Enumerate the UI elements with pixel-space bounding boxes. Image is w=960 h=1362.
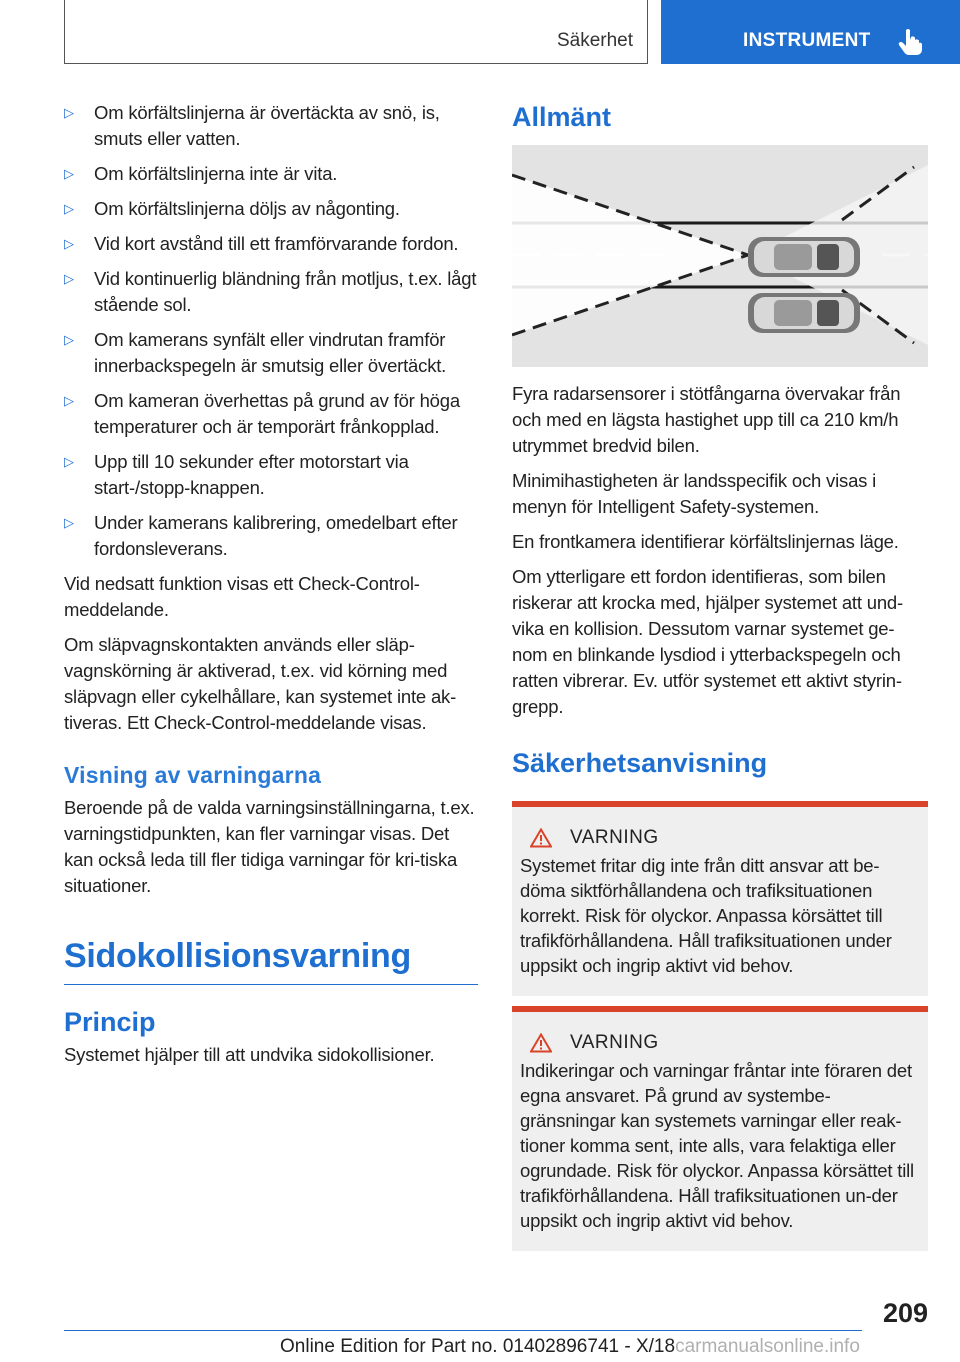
edition-text: Online Edition for Part no. 01402896741 - X/18 — [280, 1336, 676, 1357]
paragraph: Systemet hjälper till att undvika sidokollisioner. — [64, 1044, 435, 1065]
side-collision-illustration — [512, 145, 928, 367]
list-item: ▷ Vid kort avstånd till ett framförvarande fordon. — [64, 233, 459, 254]
bullet-triangle-icon: ▷ — [64, 236, 74, 251]
page-number: 209 — [882, 1298, 928, 1328]
watermark-text[interactable]: carmanualsonline.info — [675, 1336, 860, 1357]
footer-divider — [64, 1330, 862, 1331]
warning-triangle-icon — [530, 1033, 552, 1053]
paragraph: Minimihastigheten är landsspecifik och visas i menyn för Intelligent Safety-systemen. — [512, 470, 877, 517]
paragraph: En frontkamera identifierar körfältslinjernas läge. — [512, 531, 899, 552]
chapter-label: INSTRUMENT — [743, 30, 871, 51]
car-icon — [748, 237, 860, 277]
warning-box — [512, 1006, 928, 1251]
bullet-triangle-icon: ▷ — [64, 201, 74, 216]
right-column — [512, 100, 928, 1251]
bullet-triangle-icon: ▷ — [64, 393, 74, 408]
bullet-triangle-icon: ▷ — [64, 332, 74, 347]
principle-heading: Princip — [64, 1007, 156, 1037]
hand-pointer-icon — [897, 28, 923, 56]
safety-heading: Säkerhetsanvisning — [512, 748, 768, 778]
list-item: ▷ Om kameran överhettas på grund av för höga temperaturer och är temporärt frånkopplad. — [64, 390, 460, 437]
bullet-triangle-icon: ▷ — [64, 454, 74, 469]
paragraph: Vid nedsatt funktion visas ett Check-Control-meddelande. — [64, 573, 420, 620]
section-label: Säkerhet — [556, 30, 633, 51]
warning-text: Systemet fritar dig inte från ditt ansvar att be-döma siktförhållandena och trafiksituationen korrekt. Risk för olyckor. Anpassa körsättet till trafikförhållandena. Håll trafiksituationen under uppsikt och ingrip aktivt vid behov. — [520, 855, 892, 976]
list-item: ▷ Vid kontinuerlig bländning från motljus, t.ex. lågt stående sol. — [64, 268, 477, 315]
warning-triangle-icon — [530, 828, 552, 848]
warning-header — [520, 1032, 920, 1054]
bullet-triangle-icon: ▷ — [64, 166, 74, 181]
general-heading: Allmänt — [512, 102, 612, 132]
paragraph: Om släpvagnskontakten används eller släp-vagnskörning är aktiverad, t.ex. vid körning med släpvagn eller cykelhållare, kan systemet inte ak-tiveras. Ett Check-Control-meddelande visas. — [64, 634, 457, 733]
warning-text: Indikeringar och varningar fråntar inte föraren det egna ansvaret. På grund av systembe-gränsningar kan systemets varningar eller reak-tioner komma sent, inte alls, vara felaktiga eller ogrundade. Risk för olyckor. Anpassa körsättet till trafikförhållandena. Håll trafiksituationen un-der uppsikt och ingrip aktivt vid behov. — [520, 1060, 914, 1231]
paragraph: Beroende på de valda varningsinställningarna, t.ex. varningstidpunkten, kan fler varningar visas. Det kan också leda till fler tidiga varningar för kri-tiska situationer. — [64, 797, 475, 896]
list-item: ▷ Upp till 10 sekunder efter motorstart via start-/stopp-knappen. — [64, 451, 409, 498]
paragraph: Fyra radarsensorer i stötfångarna övervakar från och med en lägsta hastighet upp till ca 210 km/h utrymmet bredvid bilen. — [512, 383, 901, 456]
header-chapter-tab — [661, 0, 960, 64]
subheading-warnings: Visning av varningarna — [64, 762, 322, 788]
car-icon — [748, 293, 860, 333]
warning-header — [520, 827, 920, 849]
warning-label: VARNING — [570, 827, 659, 848]
list-item: ▷ Om körfältslinjerna inte är vita. — [64, 163, 338, 184]
bullet-triangle-icon: ▷ — [64, 105, 74, 120]
list-item: ▷ Om kamerans synfält eller vindrutan framför innerbackspegeln är smutsig eller övertäckt. — [64, 329, 447, 376]
bullet-triangle-icon: ▷ — [64, 271, 74, 286]
list-item: ▷ Om körfältslinjerna döljs av någonting. — [64, 198, 400, 219]
list-item: ▷ Om körfältslinjerna är övertäckta av snö, is, smuts eller vatten. — [64, 102, 440, 149]
bullet-triangle-icon: ▷ — [64, 515, 74, 530]
left-column — [64, 100, 478, 1077]
warning-box — [512, 801, 928, 996]
paragraph: Om ytterligare ett fordon identifieras, som bilen riskerar att krocka med, hjälper systemet att und-vika en kollision. Dessutom varnar systemet ge-nom en blinkande lysdiod i ytterbackspegeln och ratten vibrerar. Ev. utför systemet ett aktivt styrin-grepp. — [512, 566, 903, 717]
warning-label: VARNING — [570, 1032, 659, 1053]
header-section-tab — [64, 0, 648, 64]
section-title: Sidokollisionsvarning — [64, 937, 478, 985]
list-item: ▷ Under kamerans kalibrering, omedelbart efter fordonsleverans. — [64, 512, 458, 559]
footer-edition — [280, 1336, 860, 1358]
